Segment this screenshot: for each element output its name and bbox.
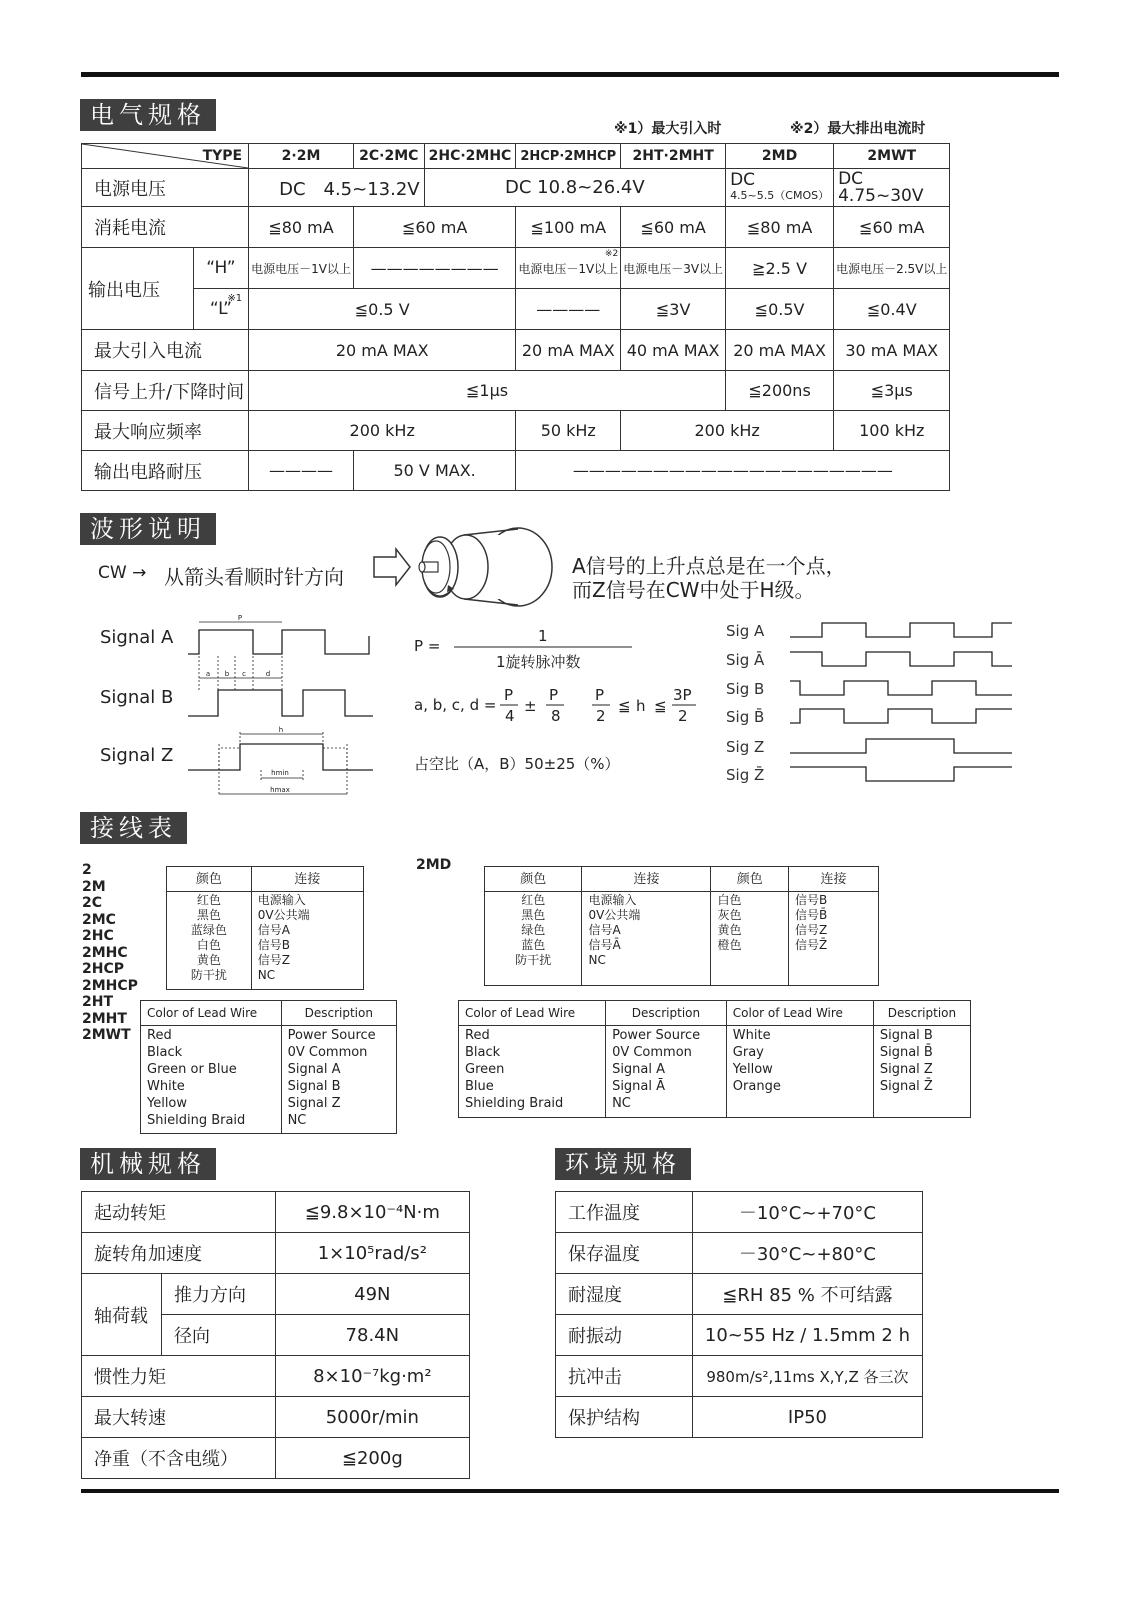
wiring-header xyxy=(167,867,364,892)
row-value: ≦RH 85 % 不可结露 xyxy=(692,1274,922,1315)
current-row xyxy=(82,207,950,248)
current-value: ≦60 mA xyxy=(353,207,515,248)
signal-z-label: Signal Z xyxy=(100,745,174,766)
h-dim-label: h xyxy=(278,726,284,734)
wave-z xyxy=(188,744,373,770)
desc-item: Signal Z xyxy=(879,1062,933,1077)
model-header-row xyxy=(82,144,950,169)
sig-b-bar-label: Sig B̄ xyxy=(726,708,765,726)
output-l-value: ≦0.4V xyxy=(834,289,950,330)
sig-a-label: Sig A xyxy=(726,622,765,640)
sig-z-label: Sig Z xyxy=(726,738,765,756)
row-label: 保存温度 xyxy=(556,1233,693,1274)
freq-value: 200 kHz xyxy=(249,411,516,451)
color-item: 防干扰 xyxy=(190,968,227,982)
less-equal: ≦ xyxy=(618,697,631,715)
section-title-waveform: 波形说明 xyxy=(80,513,216,545)
conn-list xyxy=(251,892,363,990)
wiring-table-cn xyxy=(166,866,364,990)
frac-8: 8 xyxy=(551,707,561,725)
signal-a-label: Signal A xyxy=(100,627,174,648)
row-value: ≦9.8×10⁻⁴N·m xyxy=(275,1192,469,1233)
frac-p: P xyxy=(595,686,605,704)
environment-spec-table xyxy=(555,1191,923,1438)
output-h-label: “H” xyxy=(193,248,248,289)
wiring-body xyxy=(485,892,879,986)
current-value: ≦60 mA xyxy=(834,207,950,248)
desc-item: 0V Common xyxy=(287,1045,368,1060)
model-col: 2HC·2MHC xyxy=(424,144,516,169)
model-item: 2 xyxy=(82,862,92,878)
output-l-value: ———— xyxy=(516,289,621,330)
model-list xyxy=(82,862,138,1044)
model-col: 2HCP·2MHCP xyxy=(516,144,621,169)
frac-4: 4 xyxy=(505,707,515,725)
type-cell xyxy=(82,144,249,169)
p-dim-label: P xyxy=(237,614,243,622)
row-value: 1×10⁵rad/s² xyxy=(275,1233,469,1274)
withstand-value: 50 V MAX. xyxy=(353,451,515,491)
color-list xyxy=(711,892,789,986)
row-label: 信号上升/下降时间 xyxy=(82,371,249,411)
formula-abcd: a, b, c, d = xyxy=(414,696,497,714)
frac-3p: 3P xyxy=(673,686,692,704)
color-item: 灰色 xyxy=(717,908,742,922)
conn-item: 信号B xyxy=(795,893,828,907)
model-item: 2MWT xyxy=(82,1027,131,1043)
section-title-mechanical: 机械规格 xyxy=(80,1148,216,1180)
sig-a-bar-label: Sig Ā xyxy=(726,651,765,669)
header-color: Color of Lead Wire xyxy=(459,1001,606,1026)
conn-item: 电源输入 xyxy=(257,893,306,907)
desc-list xyxy=(281,1026,396,1134)
output-h-value: 电源电压－3V以上 xyxy=(621,248,726,289)
desc-item: NC xyxy=(287,1113,307,1128)
hmin-dim-label: hmin xyxy=(271,769,289,777)
less-equal: ≦ xyxy=(654,697,667,715)
bottom-rule xyxy=(81,1489,1059,1493)
weight-row xyxy=(82,1438,470,1479)
signal-b-label: Signal B xyxy=(100,687,174,708)
supply-row xyxy=(82,169,950,207)
env-row xyxy=(556,1233,923,1274)
wiring-body xyxy=(459,1026,971,1118)
frac-p: P xyxy=(549,686,559,704)
note-mark-2: ※2 xyxy=(604,249,619,259)
rise-value: ≦200ns xyxy=(726,371,834,411)
desc-item: Signal Ā xyxy=(612,1079,666,1094)
output-h-value: ≧2.5 V xyxy=(726,248,834,289)
color-item: Green or Blue xyxy=(147,1062,237,1077)
row-value: －10°C~+70°C xyxy=(692,1192,922,1233)
h-var: h xyxy=(636,697,646,715)
sink-value: 20 mA MAX xyxy=(726,330,834,371)
row-label: 旋转角加速度 xyxy=(82,1233,276,1274)
supply-value: DC 10.8~26.4V xyxy=(424,169,725,207)
sink-row xyxy=(82,330,950,371)
color-item: 黄色 xyxy=(717,923,742,937)
color-item: Yellow xyxy=(732,1062,773,1077)
color-item: Red xyxy=(147,1028,172,1043)
desc-item: NC xyxy=(612,1096,631,1111)
row-label: 输出电路耐压 xyxy=(82,451,249,491)
env-row xyxy=(556,1356,923,1397)
env-row xyxy=(556,1315,923,1356)
row-value: 78.4N xyxy=(275,1315,469,1356)
mechanical-spec-table xyxy=(81,1191,470,1479)
header-conn: 连接 xyxy=(251,867,363,892)
header-color: Color of Lead Wire xyxy=(141,1001,282,1026)
withstand-value: ———— xyxy=(249,451,354,491)
desc-item: Power Source xyxy=(287,1028,376,1043)
row-label: 惯性力矩 xyxy=(82,1356,276,1397)
color-item: 白色 xyxy=(196,938,221,952)
output-l-value: ≦3V xyxy=(621,289,726,330)
wiring-header xyxy=(459,1001,971,1026)
wiring-table-md-en xyxy=(458,1000,971,1118)
row-value: IP50 xyxy=(692,1397,922,1438)
conn-item: 0V公共端 xyxy=(257,908,310,922)
color-item: Blue xyxy=(465,1079,494,1094)
model-item: 2M xyxy=(82,878,106,895)
header-color: 颜色 xyxy=(167,867,252,892)
output-l-label xyxy=(193,289,248,330)
header-desc: Description xyxy=(281,1001,396,1026)
model-item: 2HCP xyxy=(82,961,124,977)
desc-item: 0V Common xyxy=(612,1045,692,1060)
z-description-1: A信号的上升点总是在一个点， xyxy=(572,554,846,578)
sub-label: 推力方向 xyxy=(161,1274,275,1315)
current-value: ≦80 mA xyxy=(726,207,834,248)
row-value: －30°C~+80°C xyxy=(692,1233,922,1274)
encoder-illustration xyxy=(368,525,558,609)
cw-description: 从箭头看顺时针方向 xyxy=(164,565,344,589)
supply-range: 4.5~5.5（CMOS） xyxy=(730,188,830,202)
row-value: 49N xyxy=(275,1274,469,1315)
frac-p: P xyxy=(504,686,514,704)
desc-item: Signal B xyxy=(287,1079,341,1094)
output-l-row xyxy=(82,289,950,330)
color-item: 绿色 xyxy=(521,923,546,937)
rise-value: ≦1μs xyxy=(249,371,726,411)
color-item: Gray xyxy=(732,1045,764,1060)
wiring-table-md-cn xyxy=(484,866,879,986)
supply-value: DC 4.5~13.2V xyxy=(249,169,425,207)
model-col: 2MWT xyxy=(834,144,950,169)
sig-z-bar-label: Sig Z̄ xyxy=(726,766,765,784)
output-h-text: 电源电压－1V以上 xyxy=(518,261,619,276)
duty-cycle: 占空比（A，B）50±25（%） xyxy=(414,755,620,773)
desc-item: Power Source xyxy=(612,1028,701,1043)
color-list xyxy=(167,892,252,990)
withstand-value: ———————————————————— xyxy=(516,451,950,491)
model-col: 2·2M xyxy=(249,144,354,169)
desc-item: Signal B̄ xyxy=(879,1045,933,1060)
row-label: 轴荷载 xyxy=(82,1274,162,1356)
conn-item: 信号Z̄ xyxy=(795,938,828,952)
sub-label: 径向 xyxy=(161,1315,275,1356)
conn-item: 信号B xyxy=(257,938,291,952)
sink-value: 30 mA MAX xyxy=(834,330,950,371)
header-color: 颜色 xyxy=(711,867,789,892)
timing-diagram xyxy=(185,610,380,802)
sig-z-wave xyxy=(790,739,1012,753)
c-dim-label: c xyxy=(242,670,246,678)
sig-b-bar-wave xyxy=(790,709,1012,723)
model-item: 2HT xyxy=(82,994,114,1010)
output-h-value: 电源电压－2.5V以上 xyxy=(834,248,950,289)
output-h-value: 电源电压－1V以上 xyxy=(249,248,354,289)
conn-list xyxy=(789,892,879,986)
section-title-environment: 环境规格 xyxy=(555,1148,691,1180)
freq-value: 100 kHz xyxy=(834,411,950,451)
model-item: 2MHT xyxy=(82,1010,127,1027)
supply-value xyxy=(834,169,950,207)
torque-row xyxy=(82,1192,470,1233)
color-item: Shielding Braid xyxy=(465,1096,564,1111)
color-list xyxy=(485,892,582,986)
color-item: 橙色 xyxy=(717,938,742,952)
conn-item: 信号A xyxy=(588,923,621,937)
speed-row xyxy=(82,1397,470,1438)
frac-2: 2 xyxy=(596,707,606,725)
formula-numerator: 1 xyxy=(538,627,548,645)
desc-item: Signal A xyxy=(612,1062,666,1077)
header-conn: 连接 xyxy=(582,867,711,892)
row-value: 5000r/min xyxy=(275,1397,469,1438)
wiring-header xyxy=(141,1001,397,1026)
sink-value: 40 mA MAX xyxy=(621,330,726,371)
rise-value: ≦3μs xyxy=(834,371,950,411)
wave-b xyxy=(188,690,373,716)
z-description-2: 而Z信号在CW中处于H级。 xyxy=(572,578,815,602)
model-item: 2MHC xyxy=(82,944,128,961)
note-2: ※2）最大排出电流时 xyxy=(790,121,926,137)
color-item: 黄色 xyxy=(196,953,221,967)
wiring-body xyxy=(167,892,364,990)
color-item: Orange xyxy=(732,1079,781,1094)
formula-block xyxy=(410,625,710,785)
output-l-value: ≦0.5V xyxy=(726,289,834,330)
conn-item: 信号A xyxy=(257,923,290,937)
model-col: 2MD xyxy=(726,144,834,169)
color-list xyxy=(726,1026,873,1118)
env-row xyxy=(556,1192,923,1233)
color-item: Shielding Braid xyxy=(147,1113,246,1128)
row-value: ≦200g xyxy=(275,1438,469,1479)
formula-denominator: 1旋转脉冲数 xyxy=(496,653,581,671)
top-rule xyxy=(81,72,1059,77)
row-value: 980m/s²,11ms X,Y,Z 各三次 xyxy=(692,1356,922,1397)
row-label: 最大转速 xyxy=(82,1397,276,1438)
row-label: 耐湿度 xyxy=(556,1274,693,1315)
type-label: TYPE xyxy=(202,148,243,164)
conn-item: 信号Z xyxy=(257,953,291,967)
desc-list xyxy=(873,1026,970,1118)
model-item: 2MC xyxy=(82,911,116,928)
withstand-row xyxy=(82,451,950,491)
header-conn: 连接 xyxy=(789,867,879,892)
color-item: 蓝绿色 xyxy=(190,923,227,937)
sink-value: 20 mA MAX xyxy=(516,330,621,371)
row-label: 最大响应频率 xyxy=(82,411,249,451)
right-signal-diagram xyxy=(720,615,1020,795)
hmax-dim-label: hmax xyxy=(270,786,290,794)
supply-dc: DC xyxy=(730,169,756,190)
color-item: 红色 xyxy=(196,893,221,907)
color-item: Black xyxy=(465,1045,501,1060)
row-label: 电源电压 xyxy=(82,169,249,207)
rise-row xyxy=(82,371,950,411)
conn-item: 0V公共端 xyxy=(588,908,641,922)
desc-item: Signal Z xyxy=(287,1096,341,1111)
model-item: 2HC xyxy=(82,928,114,944)
sig-a-wave xyxy=(790,623,1012,637)
model-item: 2MHCP xyxy=(82,977,138,994)
current-value: ≦60 mA xyxy=(621,207,726,248)
sig-z-bar-wave xyxy=(790,767,1012,781)
color-item: 黑色 xyxy=(521,908,546,922)
row-label: 耐振动 xyxy=(556,1315,693,1356)
output-l-text: “L” xyxy=(209,299,232,319)
conn-item: 信号B̄ xyxy=(795,908,828,922)
supply-dc: DC xyxy=(838,168,864,189)
row-label: 净重（不含电缆） xyxy=(82,1438,276,1479)
wiring-header xyxy=(485,867,879,892)
inertia-row xyxy=(82,1356,470,1397)
desc-item: Signal Z̄ xyxy=(879,1079,933,1094)
model-col: 2C·2MC xyxy=(353,144,424,169)
model-col: 2HT·2MHT xyxy=(621,144,726,169)
color-item: 黑色 xyxy=(196,908,221,922)
note-1: ※1）最大引入时 xyxy=(614,121,722,137)
color-item: 蓝色 xyxy=(521,938,546,952)
freq-value: 200 kHz xyxy=(621,411,834,451)
wave-a xyxy=(188,630,369,654)
d-dim-label: d xyxy=(265,670,271,678)
color-item: Red xyxy=(465,1028,490,1043)
conn-item: 信号Ā xyxy=(588,938,621,952)
header-desc: Description xyxy=(606,1001,727,1026)
section-title-wiring: 接线表 xyxy=(80,812,187,844)
sig-b-wave xyxy=(790,681,1012,695)
sink-value: 20 mA MAX xyxy=(249,330,516,371)
color-item: 红色 xyxy=(521,893,546,907)
row-value: 8×10⁻⁷kg·m² xyxy=(275,1356,469,1397)
model-item: 2C xyxy=(82,895,103,911)
desc-list xyxy=(606,1026,727,1118)
header-color: Color of Lead Wire xyxy=(726,1001,873,1026)
color-item: White xyxy=(147,1079,185,1094)
header-color: 颜色 xyxy=(485,867,582,892)
thrust-row xyxy=(82,1274,470,1315)
wiring-body xyxy=(141,1026,397,1134)
color-item: Black xyxy=(147,1045,183,1060)
output-h-row xyxy=(82,248,950,289)
output-l-value: ≦0.5 V xyxy=(249,289,516,330)
accel-row xyxy=(82,1233,470,1274)
note-mark-1: ※1 xyxy=(227,293,243,304)
env-row xyxy=(556,1397,923,1438)
freq-value: 50 kHz xyxy=(516,411,621,451)
supply-range: 4.75~30V xyxy=(838,185,924,206)
conn-item: 信号Z xyxy=(795,923,828,937)
color-list xyxy=(459,1026,606,1118)
current-value: ≦100 mA xyxy=(516,207,621,248)
env-row xyxy=(556,1274,923,1315)
color-item: White xyxy=(732,1028,771,1043)
desc-item: Signal B xyxy=(879,1028,933,1043)
output-h-value: ———————— xyxy=(353,248,515,289)
electrical-spec-table xyxy=(81,143,950,491)
sig-b-label: Sig B xyxy=(726,680,765,698)
row-label: 抗冲击 xyxy=(556,1356,693,1397)
b-dim-label: b xyxy=(224,670,230,678)
formula-p: P = xyxy=(414,637,441,655)
output-h-value xyxy=(516,248,621,289)
row-label: 保护结构 xyxy=(556,1397,693,1438)
header-desc: Description xyxy=(873,1001,970,1026)
desc-item: Signal A xyxy=(287,1062,341,1077)
color-item: 白色 xyxy=(717,893,742,907)
conn-list xyxy=(582,892,711,986)
plus-minus: ± xyxy=(524,697,537,715)
conn-item: NC xyxy=(257,968,276,982)
row-label: 工作温度 xyxy=(556,1192,693,1233)
current-value: ≦80 mA xyxy=(249,207,354,248)
frac-2: 2 xyxy=(678,707,688,725)
color-item: Yellow xyxy=(147,1096,188,1111)
color-item: Green xyxy=(465,1062,505,1077)
conn-item: 电源输入 xyxy=(588,893,637,907)
model-2md: 2MD xyxy=(416,857,452,873)
row-label: 消耗电流 xyxy=(82,207,249,248)
row-value: 10~55 Hz / 1.5mm 2 h xyxy=(692,1315,922,1356)
sig-a-bar-wave xyxy=(790,652,1012,666)
section-title-electrical: 电气规格 xyxy=(80,99,216,131)
conn-item: NC xyxy=(588,953,606,967)
freq-row xyxy=(82,411,950,451)
row-label: 最大引入电流 xyxy=(82,330,249,371)
a-dim-label: a xyxy=(205,670,211,678)
supply-value xyxy=(726,169,834,207)
cw-label: CW → xyxy=(98,563,147,583)
row-label: 起动转矩 xyxy=(82,1192,276,1233)
color-list xyxy=(141,1026,282,1134)
color-item: 防干扰 xyxy=(515,953,552,967)
wiring-table-en xyxy=(140,1000,397,1134)
row-label: 输出电压 xyxy=(82,248,194,330)
